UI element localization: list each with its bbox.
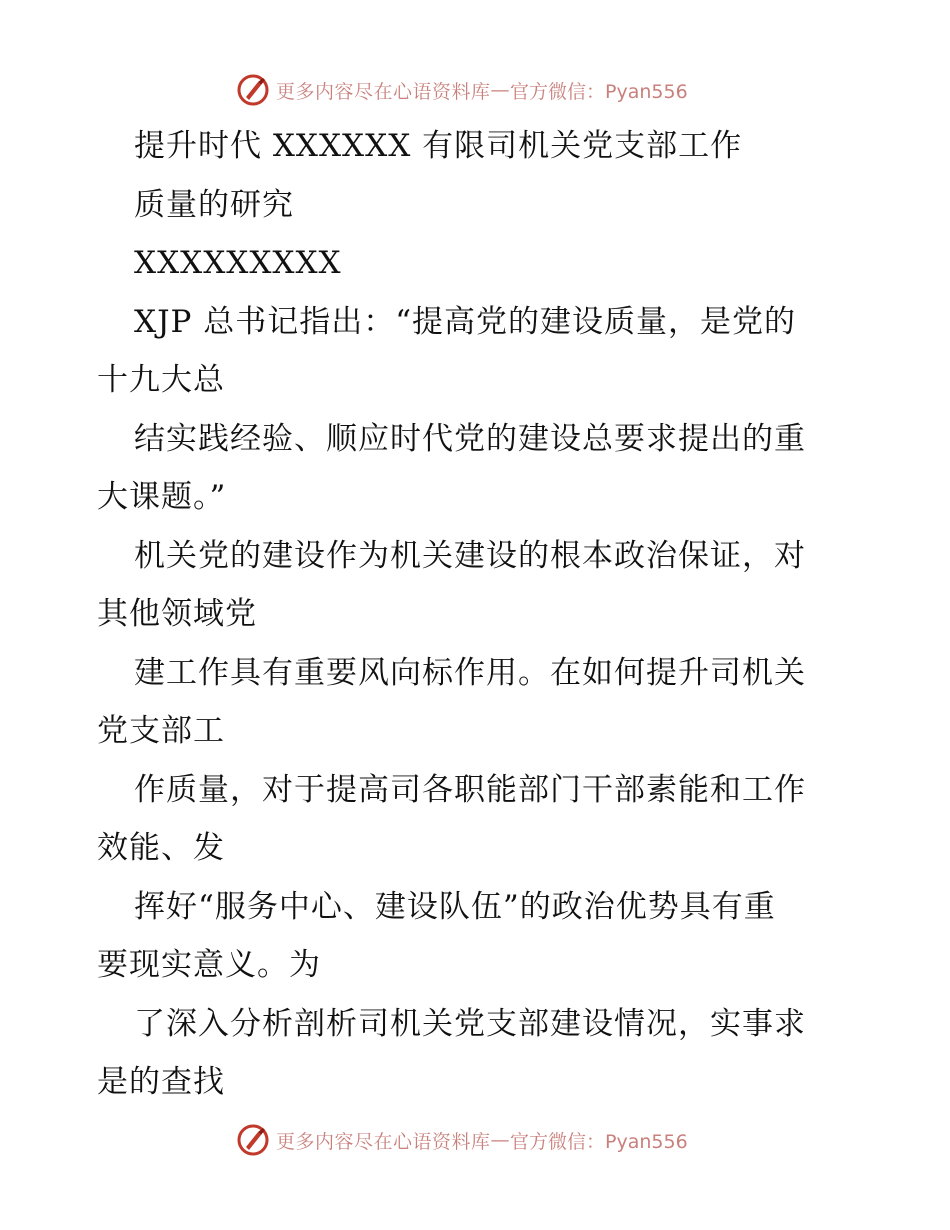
paragraph-line: 了深入分析剖析司机关党支部建设情况，实事求: [134, 1006, 806, 1042]
doc-title-line-2: 质量的研究: [134, 187, 294, 223]
paragraph-line: 作质量，对于提高司各职能部门干部素能和工作: [134, 772, 806, 808]
banner-text: 更多内容尽在心语资料库: [276, 80, 491, 103]
paragraph-line: 挥好“服务中心、建设队伍”的政治优势具有重: [134, 889, 776, 925]
paragraph-line: XJP 总书记指出：“提高党的建设质量，是党的: [134, 304, 797, 340]
banner-text: 更多内容尽在心语资料库: [276, 1130, 491, 1153]
pen-logo-icon: [236, 1123, 270, 1157]
doc-title-line-1: 提升时代 XXXXXX 有限司机关党支部工作: [134, 128, 743, 164]
banner-contact: 官方微信：Pyan556: [510, 1130, 688, 1153]
paragraph-line: 效能、发: [97, 830, 225, 866]
paragraph-line: 要现实意义。为: [97, 947, 321, 983]
header-watermark-banner: [236, 72, 688, 108]
pen-logo-icon: [236, 73, 270, 107]
paragraph-line: 机关党的建设作为机关建设的根本政治保证，对: [134, 538, 806, 574]
banner-dash: —: [490, 1129, 511, 1151]
paragraph-line: 是的查找: [97, 1064, 225, 1100]
paragraph-line: 结实践经验、顺应时代党的建设总要求提出的重: [134, 421, 806, 457]
paragraph-line: 其他领域党: [97, 596, 257, 632]
doc-author: XXXXXXXXX: [134, 245, 342, 281]
banner-dash: —: [490, 79, 511, 101]
banner-contact: 官方微信：Pyan556: [510, 80, 688, 103]
paragraph-line: 大课题。”: [97, 479, 227, 515]
footer-watermark-banner: [236, 1122, 688, 1158]
paragraph-line: 十九大总: [97, 362, 225, 398]
paragraph-line: 党支部工: [97, 713, 225, 749]
paragraph-line: 建工作具有重要风向标作用。在如何提升司机关: [134, 655, 806, 691]
